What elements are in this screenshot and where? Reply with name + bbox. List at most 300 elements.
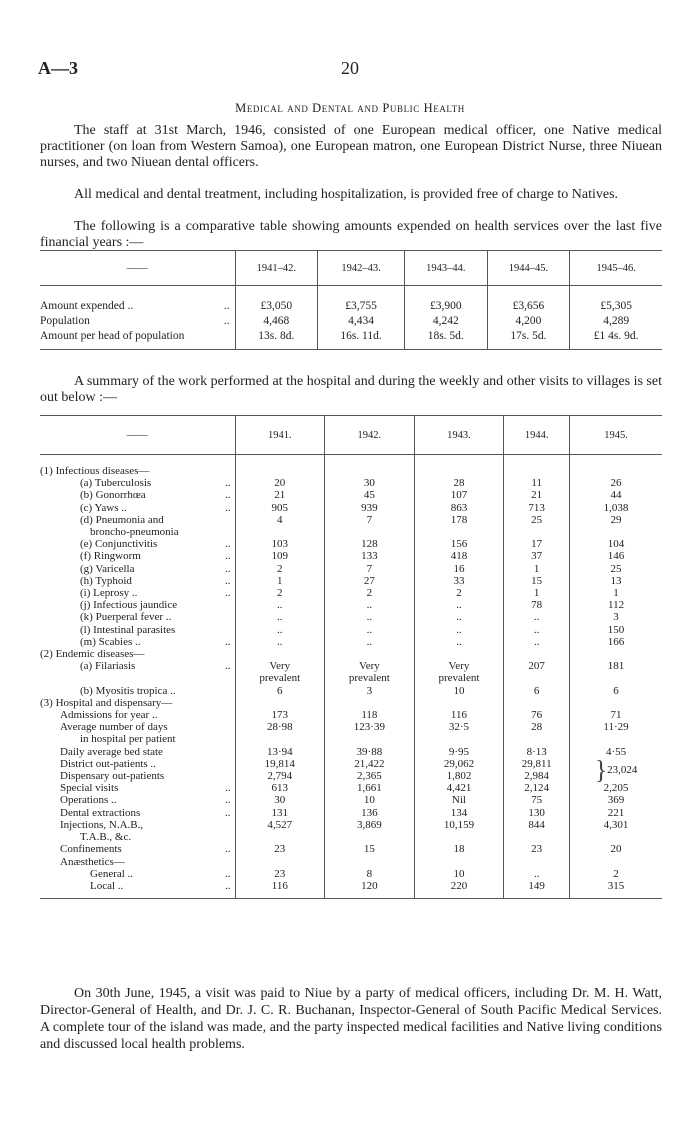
- row-label-text: Daily average bed state: [60, 745, 163, 758]
- row-label-text: Admissions for year ..: [60, 709, 158, 722]
- table-cell: [235, 733, 325, 745]
- expenditure-table: [40, 250, 662, 350]
- column-header: 1945.: [570, 416, 662, 455]
- row-label: [40, 624, 235, 636]
- table-row: [40, 770, 662, 782]
- table-cell: ..: [325, 611, 415, 623]
- table-cell: 6: [570, 685, 662, 697]
- table-cell: 21: [504, 489, 570, 501]
- table-row: [40, 502, 662, 514]
- leader-dots: ..: [225, 477, 231, 490]
- row-label-text: (d) Pneumonia and: [80, 513, 164, 526]
- row-label: [40, 550, 235, 562]
- column-header: 1942–43.: [318, 251, 405, 286]
- table-cell: 116: [235, 880, 325, 899]
- row-label: [40, 538, 235, 550]
- table-cell: 2: [570, 868, 662, 880]
- table-cell: 4·55: [570, 746, 662, 758]
- table-cell: ..: [325, 636, 415, 648]
- table-cell: prevalent: [325, 672, 415, 684]
- table-cell: 4,289: [570, 314, 662, 329]
- table-cell: ..: [235, 636, 325, 648]
- table-cell: 30: [325, 477, 415, 489]
- table-cell: 178: [414, 514, 504, 526]
- table-row: [40, 489, 662, 501]
- table-row: [40, 672, 662, 684]
- row-label-text: (h) Typhoid: [80, 574, 132, 587]
- table-cell: 25: [570, 563, 662, 575]
- table-row: [40, 611, 662, 623]
- table-cell: 10: [414, 685, 504, 697]
- table-row: [40, 721, 662, 733]
- table-cell: 1,802: [414, 770, 504, 782]
- table-cell: [325, 526, 415, 538]
- leader-dots: ..: [225, 635, 231, 648]
- table-row: [40, 856, 662, 868]
- table-cell: [414, 455, 504, 478]
- hospital-work-table: [40, 415, 662, 899]
- table-cell: 2,984: [504, 770, 570, 782]
- leader-dots: ..: [225, 843, 231, 856]
- table-row: [40, 526, 662, 538]
- table-cell: 844: [504, 819, 570, 831]
- table-cell: ..: [504, 611, 570, 623]
- table-cell: [235, 831, 325, 843]
- table-row: [40, 880, 662, 899]
- table-cell: 20: [235, 477, 325, 489]
- table-cell: 104: [570, 538, 662, 550]
- table-cell: 369: [570, 794, 662, 806]
- table-cell: 32·5: [414, 721, 504, 733]
- table-cell: 4,468: [235, 314, 318, 329]
- table-cell: 136: [325, 807, 415, 819]
- table-cell: 2,205: [570, 782, 662, 794]
- table-cell: [414, 733, 504, 745]
- row-label-text: (m) Scabies ..: [80, 635, 141, 648]
- table-cell: [504, 831, 570, 843]
- row-label: [40, 721, 235, 733]
- table-cell: 23: [504, 843, 570, 855]
- row-label-text: Amount expended ..: [40, 300, 134, 312]
- table-cell: }23,024: [570, 758, 662, 782]
- row-label-text: (c) Yaws ..: [80, 501, 127, 514]
- row-label: [40, 709, 235, 721]
- table-row: [40, 587, 662, 599]
- table-cell: [325, 648, 415, 660]
- table-cell: 4,200: [487, 314, 570, 329]
- table-cell: [235, 526, 325, 538]
- column-header: 1945–46.: [570, 251, 662, 286]
- table-cell: [325, 697, 415, 709]
- table-cell: 18s. 5d.: [404, 329, 487, 350]
- table-cell: 123·39: [325, 721, 415, 733]
- leader-dots: ..: [223, 300, 230, 312]
- table-cell: [570, 648, 662, 660]
- row-label: [40, 868, 235, 880]
- table-row: [40, 514, 662, 526]
- leader-dots: ..: [225, 660, 231, 673]
- table-cell: ..: [414, 636, 504, 648]
- table-cell: 3: [570, 611, 662, 623]
- table-cell: 2,794: [235, 770, 325, 782]
- row-label: [40, 477, 235, 489]
- leader-dots: ..: [225, 550, 231, 563]
- table-cell: £5,305: [570, 286, 662, 315]
- table-cell: ..: [235, 599, 325, 611]
- table-cell: [414, 697, 504, 709]
- table-cell: 44: [570, 489, 662, 501]
- table-cell: 76: [504, 709, 570, 721]
- table-cell: 26: [570, 477, 662, 489]
- table-cell: 37: [504, 550, 570, 562]
- row-label-text: T.A.B., &c.: [80, 831, 132, 844]
- leader-dots: ..: [225, 867, 231, 880]
- table-cell: 713: [504, 502, 570, 514]
- column-header: 1943–44.: [404, 251, 487, 286]
- table-row: [40, 314, 662, 329]
- table-cell: 78: [504, 599, 570, 611]
- table-row: [40, 733, 662, 745]
- table-intro-paragraph: The following is a comparative table showing amounts expended on health services over the last five financial years :—: [40, 219, 662, 250]
- table-cell: [235, 648, 325, 660]
- table-cell: 10,159: [414, 819, 504, 831]
- table-cell: 939: [325, 502, 415, 514]
- table-cell: [570, 697, 662, 709]
- table-row: [40, 758, 662, 770]
- brace-glyph: }: [594, 755, 608, 785]
- table-cell: Very: [235, 660, 325, 672]
- table-cell: 150: [570, 624, 662, 636]
- table-header-row: [40, 251, 662, 286]
- visit-paragraph: On 30th June, 1945, a visit was paid to Niue by a party of medical officers, including Dr. M. H. Watt, Director-General of Health, and Dr. J. C. R. Buchanan, Inspector-General of South Pacific Medical Services. A complete tour of the island was made, and the party inspected medical facilities and Native living conditions and discussed local health problems.: [40, 986, 662, 1052]
- row-label-text: (f) Ringworm: [80, 550, 141, 563]
- table-cell: [325, 831, 415, 843]
- row-label-text: Confinements: [60, 843, 122, 856]
- table-cell: 29,811: [504, 758, 570, 770]
- column-header: 1942.: [325, 416, 415, 455]
- table-cell: 2: [414, 587, 504, 599]
- table-cell: 2,365: [325, 770, 415, 782]
- table-cell: 1: [235, 575, 325, 587]
- table-cell: [504, 856, 570, 868]
- table-row: [40, 819, 662, 831]
- leader-dots: ..: [225, 538, 231, 551]
- table-cell: 39·88: [325, 746, 415, 758]
- table-cell: 33: [414, 575, 504, 587]
- row-label-text: (b) Myositis tropica ..: [80, 684, 176, 697]
- page-number: 20: [341, 58, 359, 78]
- table-cell: £3,656: [487, 286, 570, 315]
- table-cell: 116: [414, 709, 504, 721]
- table-cell: 17: [504, 538, 570, 550]
- table-cell: 13: [570, 575, 662, 587]
- table-row: [40, 709, 662, 721]
- row-label: [40, 587, 235, 599]
- table-cell: 2: [235, 563, 325, 575]
- table-row: [40, 794, 662, 806]
- table-cell: [325, 733, 415, 745]
- row-label-text: (i) Leprosy ..: [80, 587, 138, 600]
- summary-intro-paragraph: A summary of the work performed at the hospital and during the weekly and other visits to villages is set out below :—: [40, 374, 662, 405]
- table-cell: [235, 697, 325, 709]
- page-ref: A—3: [38, 58, 78, 78]
- row-label: [40, 599, 235, 611]
- table-cell: 3,869: [325, 819, 415, 831]
- table-cell: 10: [414, 868, 504, 880]
- table-row: [40, 746, 662, 758]
- row-label-text: Local ..: [90, 879, 124, 892]
- row-label-text: (1) Infectious diseases—: [40, 465, 150, 477]
- table-cell: prevalent: [235, 672, 325, 684]
- table-cell: 15: [325, 843, 415, 855]
- row-label: [40, 880, 235, 899]
- leader-dots: ..: [223, 315, 230, 327]
- row-label: [40, 746, 235, 758]
- row-label-text: (2) Endemic diseases—: [40, 648, 145, 661]
- row-label-text: (k) Puerperal fever ..: [80, 611, 172, 624]
- table-cell: 3: [325, 685, 415, 697]
- table-cell: ..: [235, 611, 325, 623]
- table-row: [40, 636, 662, 648]
- table-cell: 173: [235, 709, 325, 721]
- table-cell: 75: [504, 794, 570, 806]
- table-cell: 181: [570, 660, 662, 672]
- table-cell: 207: [504, 660, 570, 672]
- table-cell: 10: [325, 794, 415, 806]
- table-row: [40, 685, 662, 697]
- leader-dots: ..: [225, 501, 231, 514]
- row-label: [40, 770, 235, 782]
- table-cell: ..: [504, 624, 570, 636]
- table-cell: 21: [235, 489, 325, 501]
- leader-dots: ..: [225, 574, 231, 587]
- table-row: [40, 782, 662, 794]
- table-cell: 71: [570, 709, 662, 721]
- table-cell: [570, 831, 662, 843]
- table-cell: 128: [325, 538, 415, 550]
- row-label-text: broncho-pneumonia: [90, 526, 179, 539]
- row-label-text: General ..: [90, 867, 134, 880]
- row-label: [40, 648, 235, 660]
- row-label-text: Population: [40, 315, 90, 327]
- table-cell: 112: [570, 599, 662, 611]
- table-cell: 7: [325, 514, 415, 526]
- row-label: [40, 514, 235, 526]
- row-label-text: (b) Gonorrhœa: [80, 489, 146, 502]
- table-cell: Very: [325, 660, 415, 672]
- table-cell: 27: [325, 575, 415, 587]
- table-row: [40, 648, 662, 660]
- table-cell: ..: [414, 624, 504, 636]
- row-label: [40, 685, 235, 697]
- table-row: [40, 550, 662, 562]
- row-label: [40, 672, 235, 684]
- table-cell: ..: [325, 599, 415, 611]
- row-label: [40, 794, 235, 806]
- table-row: [40, 624, 662, 636]
- table-cell: [504, 672, 570, 684]
- table-cell: [235, 856, 325, 868]
- table-cell: 8·13: [504, 746, 570, 758]
- table-cell: 16: [414, 563, 504, 575]
- table-cell: 9·95: [414, 746, 504, 758]
- table-cell: 1: [570, 587, 662, 599]
- table-cell: [504, 697, 570, 709]
- row-label: [40, 843, 235, 855]
- row-label-text: District out-patients ..: [60, 757, 156, 770]
- table-cell: 120: [325, 880, 415, 899]
- table-row: [40, 286, 662, 315]
- table-row: [40, 868, 662, 880]
- table-cell: 28·98: [235, 721, 325, 733]
- table-cell: 418: [414, 550, 504, 562]
- table-cell: ..: [235, 624, 325, 636]
- table-row: [40, 697, 662, 709]
- table-row: [40, 660, 662, 672]
- table-cell: ..: [504, 636, 570, 648]
- table-cell: 2: [235, 587, 325, 599]
- table-cell: 17s. 5d.: [487, 329, 570, 350]
- table-cell: [414, 831, 504, 843]
- table-cell: 1: [504, 587, 570, 599]
- row-label: [40, 575, 235, 587]
- table-cell: 25: [504, 514, 570, 526]
- leader-dots: ..: [225, 587, 231, 600]
- row-label-text: Average number of days: [60, 721, 168, 734]
- table-row: [40, 843, 662, 855]
- row-label-text: Operations ..: [60, 794, 117, 807]
- table-cell: 15: [504, 575, 570, 587]
- table-cell: 315: [570, 880, 662, 899]
- table-cell: 23: [235, 843, 325, 855]
- table-cell: 221: [570, 807, 662, 819]
- table-cell: [414, 648, 504, 660]
- row-label: [40, 563, 235, 575]
- table-cell: ..: [504, 868, 570, 880]
- table-cell: 6: [235, 685, 325, 697]
- table-cell: 1,038: [570, 502, 662, 514]
- table-cell: 131: [235, 807, 325, 819]
- table-cell: 166: [570, 636, 662, 648]
- table-cell: [570, 672, 662, 684]
- table-cell: 4,421: [414, 782, 504, 794]
- row-label: [40, 807, 235, 819]
- leader-dots: ..: [225, 806, 231, 819]
- row-label-text: Injections, N.A.B.,: [60, 818, 144, 831]
- table-row: [40, 477, 662, 489]
- treatment-paragraph: All medical and dental treatment, including hospitalization, is provided free of charge to Natives.: [74, 187, 619, 202]
- row-label: [40, 489, 235, 501]
- table-header-row: [40, 416, 662, 455]
- table-cell: [414, 856, 504, 868]
- row-label-text: (a) Filariasis: [80, 660, 136, 673]
- table-cell: 13s. 8d.: [235, 329, 318, 350]
- table-corner: ——: [40, 251, 235, 286]
- table-corner: ——: [40, 416, 235, 455]
- table-cell: 220: [414, 880, 504, 899]
- row-label: [40, 758, 235, 770]
- row-label: [40, 455, 235, 478]
- row-label: [40, 502, 235, 514]
- column-header: 1941.: [235, 416, 325, 455]
- row-label-text: Dental extractions: [60, 806, 141, 819]
- table-cell: 4,242: [404, 314, 487, 329]
- row-label-text: (j) Infectious jaundice: [80, 599, 178, 612]
- leader-dots: ..: [225, 489, 231, 502]
- table-cell: £3,050: [235, 286, 318, 315]
- table-cell: 905: [235, 502, 325, 514]
- column-header: 1943.: [414, 416, 504, 455]
- row-label: [40, 856, 235, 868]
- row-label: [40, 286, 235, 315]
- table-row: [40, 599, 662, 611]
- table-cell: 2: [325, 587, 415, 599]
- table-cell: Very: [414, 660, 504, 672]
- table-row: [40, 575, 662, 587]
- row-label: [40, 831, 235, 843]
- table-cell: 4,301: [570, 819, 662, 831]
- table-cell: 13·94: [235, 746, 325, 758]
- table-cell: 7: [325, 563, 415, 575]
- table-cell: [325, 455, 415, 478]
- table-cell: prevalent: [414, 672, 504, 684]
- table-cell: 4,527: [235, 819, 325, 831]
- table-cell: 28: [414, 477, 504, 489]
- table-cell: Nil: [414, 794, 504, 806]
- table-cell: 146: [570, 550, 662, 562]
- table-cell: 18: [414, 843, 504, 855]
- table-cell: 1,661: [325, 782, 415, 794]
- table-cell: 156: [414, 538, 504, 550]
- table-cell: [414, 526, 504, 538]
- table-cell: 11·29: [570, 721, 662, 733]
- table-cell: 118: [325, 709, 415, 721]
- leader-dots: ..: [225, 782, 231, 795]
- table-cell: 4: [235, 514, 325, 526]
- row-label: [40, 329, 235, 350]
- column-header: 1944–45.: [487, 251, 570, 286]
- table-cell: ..: [414, 611, 504, 623]
- row-label: [40, 314, 235, 329]
- table-cell: £1 4s. 9d.: [570, 329, 662, 350]
- table-cell: [570, 526, 662, 538]
- table-cell: 6: [504, 685, 570, 697]
- table-cell: 103: [235, 538, 325, 550]
- row-label: [40, 697, 235, 709]
- table-cell: 613: [235, 782, 325, 794]
- table-cell: 20: [570, 843, 662, 855]
- table-row: [40, 563, 662, 575]
- table-cell: 149: [504, 880, 570, 899]
- row-label-text: Anæsthetics—: [60, 855, 125, 868]
- table-row: [40, 807, 662, 819]
- row-label: [40, 636, 235, 648]
- table-cell: [235, 455, 325, 478]
- table-cell: 30: [235, 794, 325, 806]
- table-cell: 28: [504, 721, 570, 733]
- row-label: [40, 819, 235, 831]
- row-label: [40, 526, 235, 538]
- table-cell: 19,814: [235, 758, 325, 770]
- row-label-text: in hospital per patient: [80, 733, 176, 746]
- table-cell: ..: [414, 599, 504, 611]
- table-cell: 29: [570, 514, 662, 526]
- table-cell: [504, 455, 570, 478]
- table-cell: [504, 526, 570, 538]
- table-cell: 130: [504, 807, 570, 819]
- table-cell: 11: [504, 477, 570, 489]
- table-row: [40, 831, 662, 843]
